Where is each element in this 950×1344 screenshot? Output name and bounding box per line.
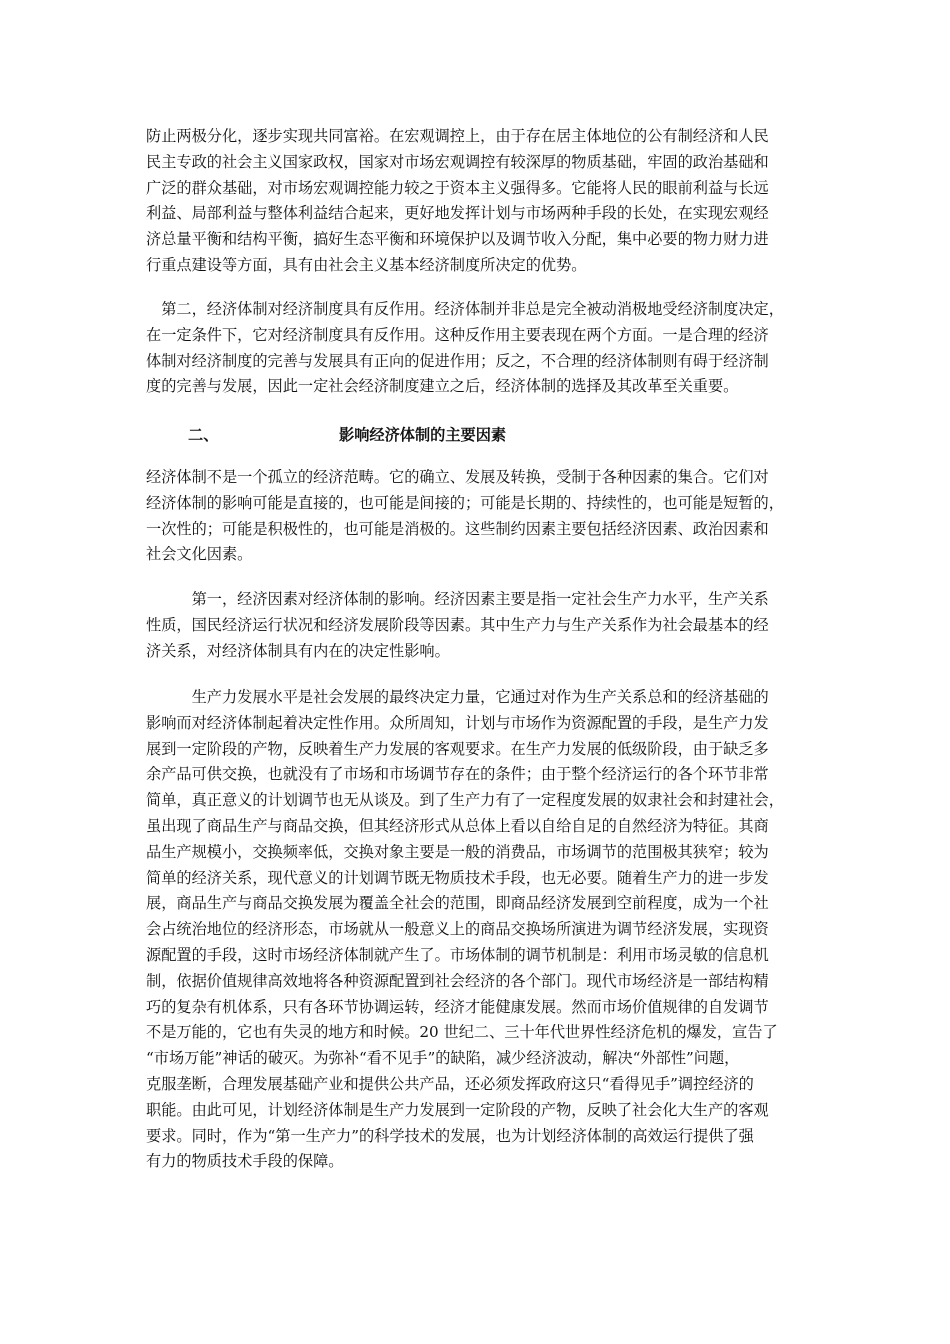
text-line: 第一，经济因素对经济体制的影响。经济因素主要是指一定社会生产力水平，生产关系 [146, 590, 769, 608]
text-line: 社会文化因素。 [146, 545, 253, 564]
paragraph-economic-factors [146, 587, 769, 664]
text-line: 在一定条件下，它对经济制度具有反作用。这种反作用主要表现在两个方面。一是合理的经济 [146, 325, 769, 344]
text-line: 巧的复杂有机体系，只有各环节协调运转，经济才能健康发展。然而市场价值规律的自发调节 [146, 997, 769, 1016]
text-line: 余产品可供交换，也就没有了市场和市场调节存在的条件；由于整个经济运行的各个环节非常 [146, 765, 769, 784]
text-line: 展，商品生产与商品交换发展为覆盖全社会的范围，即商品经济发展到空前程度，成为一个社 [146, 894, 769, 913]
paragraph-reaction [146, 297, 784, 400]
text-line: 品生产规模小，交换频率低，交换对象主要是一般的消费品，市场调节的范围极其狭窄；较为 [146, 842, 769, 861]
text-line: 克服垄断，合理发展基础产业和提供公共产品，还必须发挥政府这只“看得见手”调控经济的 [146, 1074, 754, 1093]
text-line: 性质，国民经济运行状况和经济发展阶段等因素。其中生产力与生产关系作为社会最基本的经 [146, 615, 769, 634]
section-heading: 影响经济体制的主要因素 [339, 426, 507, 444]
text-line: 经济体制的影响可能是直接的，也可能是间接的；可能是长期的、持续性的，也可能是短暂的， [146, 493, 784, 512]
text-line: 济总量平衡和结构平衡，搞好生态平衡和环境保护以及调节收入分配，集中必要的物力财力进 [146, 230, 769, 249]
text-line: 要求。同时，作为“第一生产力”的科学技术的发展，也为计划经济体制的高效运行提供了强 [146, 1126, 754, 1145]
text-line: 影响而对经济体制起着决定性作用。众所周知，计划与市场作为资源配置的手段，是生产力发 [146, 713, 769, 732]
text-line: 生产力发展水平是社会发展的最终决定力量，它通过对作为生产关系总和的经济基础的 [146, 688, 769, 706]
text-line: 第二，经济体制对经济制度具有反作用。经济体制并非总是完全被动消极地受经济制度决定， [146, 300, 784, 318]
text-line: 利益、局部利益与整体利益结合起来，更好地发挥计划与市场两种手段的长处，在实现宏观经 [146, 204, 769, 223]
paragraph-macro-control [146, 124, 769, 279]
paragraph-intro-factors [146, 465, 784, 568]
text-line: 度的完善与发展，因此一定社会经济制度建立之后，经济体制的选择及其改革至关重要。 [146, 377, 739, 396]
text-line: 一次性的；可能是积极性的，也可能是消极的。这些制约因素主要包括经济因素、政治因素和 [146, 519, 769, 538]
text-line: 不是万能的，它也有失灵的地方和时候。20 世纪二、三十年代世界性经济危机的爆发，宣告了 [146, 1023, 778, 1042]
text-line: 防止两极分化，逐步实现共同富裕。在宏观调控上，由于存在居主体地位的公有制经济和人民 [146, 127, 769, 145]
text-line: 源配置的手段，这时市场经济体制就产生了。市场体制的调节机制是：利用市场灵敏的信息机 [146, 945, 769, 964]
text-line: 行重点建设等方面，具有由社会主义基本经济制度所决定的优势。 [146, 255, 587, 274]
text-line: 简单的经济关系，现代意义的计划调节既无物质技术手段，也无必要。随着生产力的进一步发 [146, 868, 769, 887]
text-line: 济关系，对经济体制具有内在的决定性影响。 [146, 641, 450, 660]
text-line: 制，依据价值规律高效地将各种资源配置到社会经济的各个部门。现代市场经济是一部结构精 [146, 971, 769, 990]
text-line: “市场万能”神话的破灭。为弥补“看不见手”的缺陷，减少经济波动，解决“外部性”问题， [146, 1049, 740, 1068]
text-line: 有力的物质技术手段的保障。 [146, 1152, 344, 1171]
text-line: 体制对经济制度的完善与发展具有正向的促进作用；反之，不合理的经济体制则有碍于经济制 [146, 351, 769, 370]
text-line: 职能。由此可见，计划经济体制是生产力发展到一定阶段的产物，反映了社会化大生产的客观 [146, 1100, 769, 1119]
paragraph-productivity [146, 685, 784, 1175]
section-number: 二、 [188, 426, 219, 444]
text-line: 简单，真正意义的计划调节也无从谈及。到了生产力有了一定程度发展的奴隶社会和封建社会， [146, 791, 784, 810]
text-line: 会占统治地位的经济形态，市场就从一般意义上的商品交换场所演进为调节经济发展，实现资 [146, 920, 769, 939]
text-line: 虽出现了商品生产与商品交换，但其经济形式从总体上看以自给自足的自然经济为特征。其商 [146, 816, 769, 835]
text-line: 广泛的群众基础，对市场宏观调控能力较之于资本主义强得多。它能将人民的眼前利益与长远 [146, 178, 769, 197]
text-line: 民主专政的社会主义国家政权，国家对市场宏观调控有较深厚的物质基础，牢固的政治基础和 [146, 152, 769, 171]
text-line: 展到一定阶段的产物，反映着生产力发展的客观要求。在生产力发展的低级阶段，由于缺乏多 [146, 739, 769, 758]
text-line: 经济体制不是一个孤立的经济范畴。它的确立、发展及转换，受制于各种因素的集合。它们对 [146, 468, 769, 486]
